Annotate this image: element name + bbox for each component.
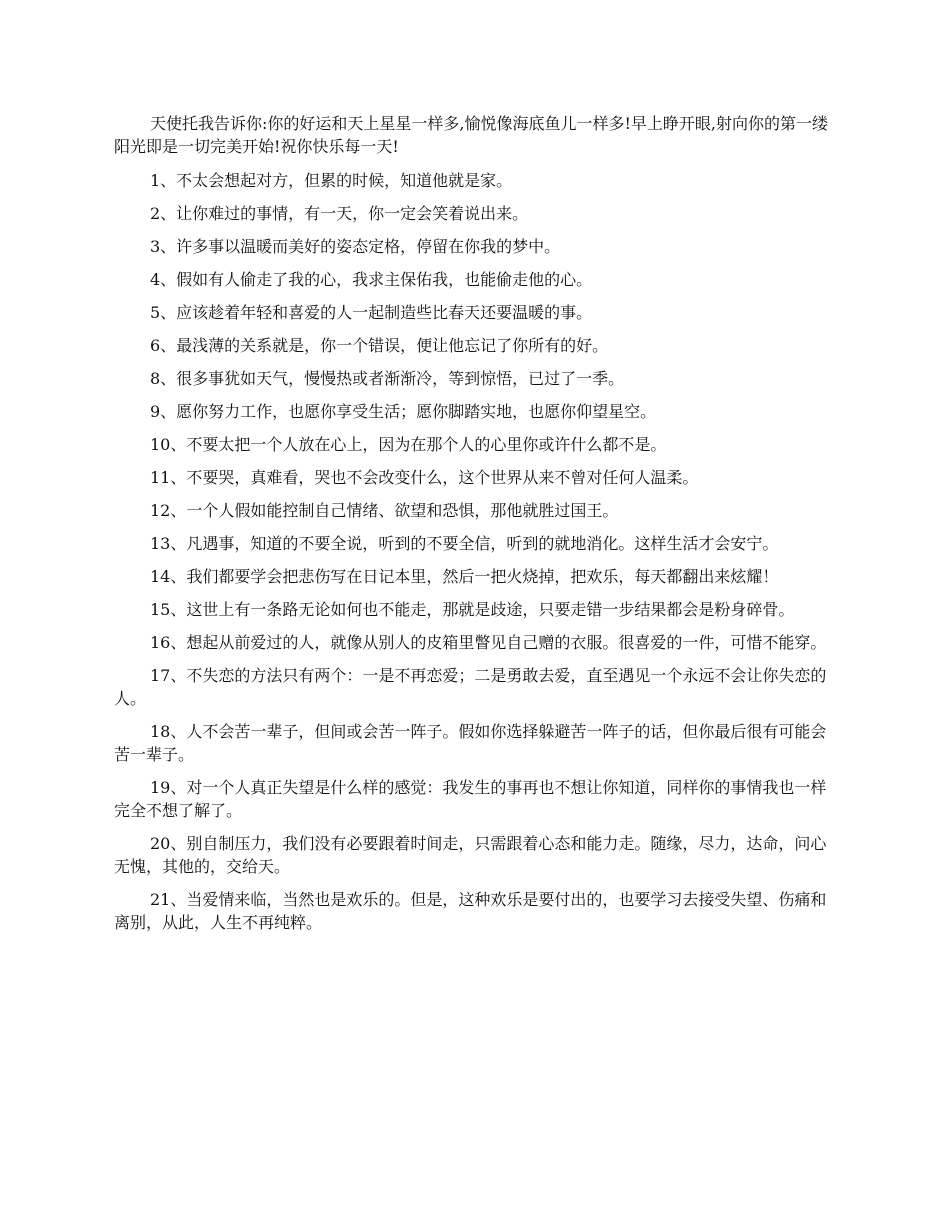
list-item: 12、一个人假如能控制自己情绪、欲望和恐惧，那他就胜过国王。	[150, 501, 619, 520]
list-item: 3、许多事以温暖而美好的姿态定格，停留在你我的梦中。	[150, 237, 561, 256]
list-item: 13、凡遇事，知道的不要全说，听到的不要全信，听到的就地消化。这样生活才会安宁。	[150, 534, 779, 553]
list-item: 16、想起从前爱过的人，就像从别人的皮箱里瞥见自己赠的衣服。很喜爱的一件，可惜不能穿。	[150, 633, 827, 652]
list-item: 20、别自制压力，我们没有必要跟着时间走，只需跟着心态和能力走。随缘，尽力，达命，问心无愧，其他的，交给天。	[114, 834, 827, 876]
list-item: 11、不要哭，真难看，哭也不会改变什么，这个世界从来不曾对任何人温柔。	[150, 468, 699, 487]
list-item: 21、当爱情来临，当然也是欢乐的。但是，这种欢乐是要付出的，也要学习去接受失望、伤痛和离别，从此，人生不再纯粹。	[114, 890, 827, 932]
list-item: 8、很多事犹如天气，慢慢热或者渐渐冷，等到惊悟，已过了一季。	[150, 369, 625, 388]
list-item: 17、不失恋的方法只有两个：一是不再恋爱；二是勇敢去爱，直至遇见一个永远不会让你失恋的人。	[114, 666, 827, 708]
list-item: 14、我们都要学会把悲伤写在日记本里，然后一把火烧掉，把欢乐，每天都翻出来炫耀！	[150, 567, 779, 586]
list-item: 15、这世上有一条路无论如何也不能走，那就是歧途，只要走错一步结果都会是粉身碎骨。	[150, 600, 795, 619]
list-item: 19、对一个人真正失望是什么样的感觉：我发生的事再也不想让你知道，同样你的事情我也一样完全不想了解了。	[114, 778, 827, 820]
list-item: 9、愿你努力工作，也愿你享受生活；愿你脚踏实地，也愿你仰望星空。	[150, 402, 657, 421]
intro-paragraph: 天使托我告诉你:你的好运和天上星星一样多,愉悦像海底鱼儿一样多!早上睁开眼,射向你的第一缕阳光即是一切完美开始!祝你快乐每一天!	[114, 114, 828, 156]
list-item: 5、应该趁着年轻和喜爱的人一起制造些比春天还要温暖的事。	[150, 303, 593, 322]
list-item: 6、最浅薄的关系就是，你一个错误，便让他忘记了你所有的好。	[150, 336, 609, 355]
list-item: 4、假如有人偷走了我的心，我求主保佑我，也能偷走他的心。	[150, 270, 593, 289]
list-item: 18、人不会苦一辈子，但间或会苦一阵子。假如你选择躲避苦一阵子的话，但你最后很有可能会苦一辈子。	[114, 722, 827, 764]
list-item: 10、不要太把一个人放在心上，因为在那个人的心里你或许什么都不是。	[150, 435, 667, 454]
list-item: 2、让你难过的事情，有一天，你一定会笑着说出来。	[150, 204, 529, 223]
list-item: 1、不太会想起对方，但累的时候，知道他就是家。	[150, 171, 513, 190]
document-page	[114, 112, 836, 944]
